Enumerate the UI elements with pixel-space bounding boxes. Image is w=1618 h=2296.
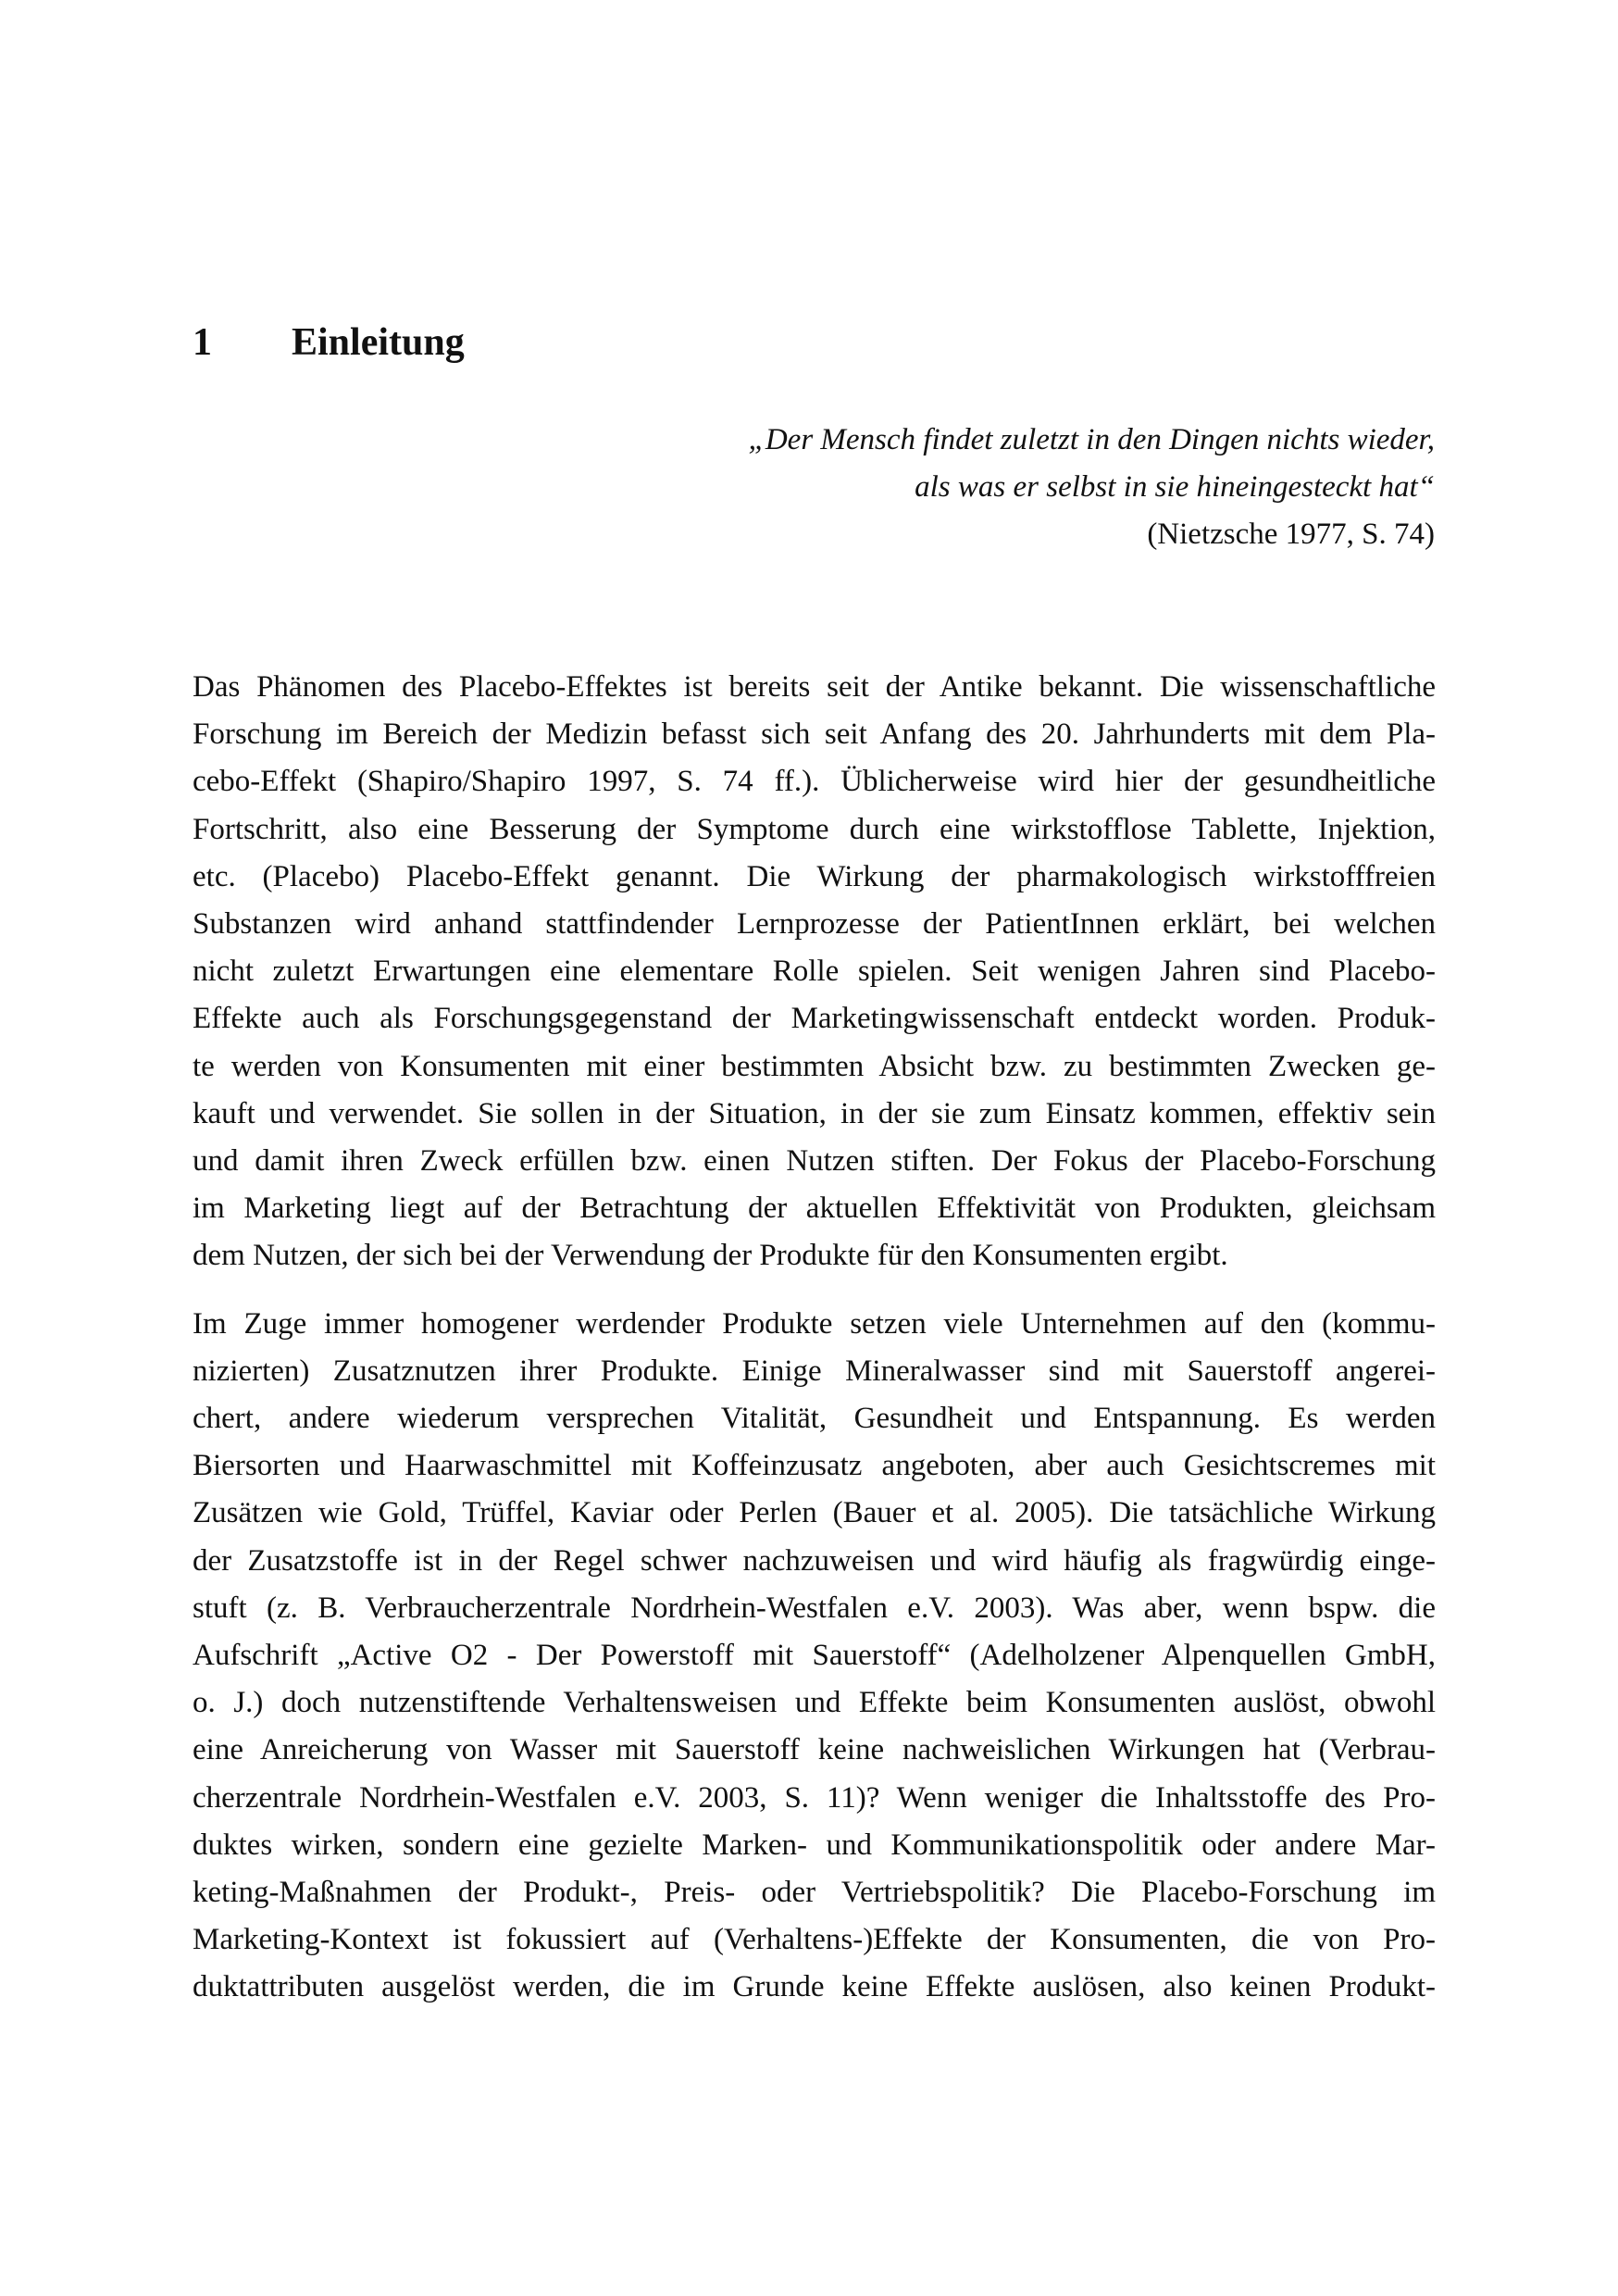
epigraph: [602, 417, 1435, 558]
text-line: eine Anreicherung von Wasser mit Sauerstoff keine nachweislichen Wirkungen hat (Verbrau-: [193, 1733, 1436, 1767]
epigraph-line-1: „Der Mensch findet zuletzt in den Dingen nichts wieder,: [748, 423, 1435, 456]
text-line: Im Zuge immer homogener werdender Produkte setzen viele Unternehmen auf den (kommu-: [193, 1306, 1436, 1341]
text-line: duktes wirken, sondern eine gezielte Marken- und Kommunikationspolitik oder andere Mar-: [193, 1828, 1436, 1862]
text-line: Zusätzen wie Gold, Trüffel, Kaviar oder Perlen (Bauer et al. 2005). Die tatsächliche Wirkung: [193, 1496, 1436, 1530]
text-line: cherzentrale Nordrhein-Westfalen e.V. 2003, S. 11)? Wenn weniger die Inhaltsstoffe des Pro-: [193, 1780, 1436, 1815]
text-line: chert, andere wiederum versprechen Vitalität, Gesundheit und Entspannung. Es werden: [193, 1402, 1436, 1436]
text-line: nicht zuletzt Erwartungen eine elementare Rolle spielen. Seit wenigen Jahren sind Placebo-: [193, 955, 1436, 989]
text-line: Aufschrift „Active O2 - Der Powerstoff mit Sauerstoff“ (Adelholzener Alpenquellen GmbH,: [193, 1639, 1436, 1673]
text-line: nizierten) Zusatznutzen ihrer Produkte. Einige Mineralwasser sind mit Sauerstoff angerei-: [193, 1354, 1436, 1388]
text-line: kauft und verwendet. Sie sollen in der Situation, in der sie zum Einsatz kommen, effektiv sein: [193, 1096, 1436, 1130]
text-line: Forschung im Bereich der Medizin befasst sich seit Anfang des 20. Jahrhunderts mit dem Pla-: [193, 718, 1436, 752]
chapter-title: Einleitung: [292, 321, 465, 364]
text-line: o. J.) doch nutzenstiftende Verhaltensweisen und Effekte beim Konsumenten auslöst, obwohl: [193, 1686, 1436, 1720]
text-line: dem Nutzen, der sich bei der Verwendung der Produkte für den Konsumenten ergibt.: [193, 1239, 1228, 1273]
paragraph-1: [193, 664, 1436, 1280]
text-line: im Marketing liegt auf der Betrachtung der aktuellen Effektivität von Produkten, gleichsam: [193, 1192, 1436, 1226]
text-line: Das Phänomen des Placebo-Effektes ist bereits seit der Antike bekannt. Die wissenschaftliche: [193, 670, 1436, 704]
text-line: duktattributen ausgelöst werden, die im Grunde keine Effekte auslösen, also keinen Produkt-: [193, 1970, 1436, 2004]
text-line: der Zusatzstoffe ist in der Regel schwer nachzuweisen und wird häufig als fragwürdig einge-: [193, 1543, 1436, 1578]
text-line: Fortschritt, also eine Besserung der Symptome durch eine wirkstofflose Tablette, Injektion,: [193, 812, 1436, 846]
text-line: stuft (z. B. Verbraucherzentrale Nordrhein-Westfalen e.V. 2003). Was aber, wenn bspw. die: [193, 1591, 1436, 1625]
body-text: [193, 664, 1436, 2012]
text-line: Substanzen wird anhand stattfindender Lernprozesse der PatientInnen erklärt, bei welchen: [193, 907, 1436, 942]
chapter-heading: [193, 315, 465, 370]
text-line: Effekte auch als Forschungsgegenstand der Marketingwissenschaft entdeckt worden. Produk-: [193, 1002, 1436, 1036]
text-line: keting-Maßnahmen der Produkt-, Preis- oder Vertriebspolitik? Die Placebo-Forschung im: [193, 1876, 1436, 1910]
text-line: cebo-Effekt (Shapiro/Shapiro 1997, S. 74 ff.). Üblicherweise wird hier der gesundheitliche: [193, 765, 1436, 799]
chapter-number: 1: [193, 321, 212, 364]
paragraph-2: [193, 1301, 1436, 2012]
text-line: und damit ihren Zweck erfüllen bzw. einen Nutzen stiften. Der Fokus der Placebo-Forschung: [193, 1144, 1436, 1179]
text-line: Biersorten und Haarwaschmittel mit Koffeinzusatz angeboten, aber auch Gesichtscremes mit: [193, 1449, 1436, 1483]
epigraph-source: (Nietzsche 1977, S. 74): [1147, 518, 1435, 551]
text-line: etc. (Placebo) Placebo-Effekt genannt. Die Wirkung der pharmakologisch wirkstofffreien: [193, 859, 1436, 893]
text-line: Marketing-Kontext ist fokussiert auf (Verhaltens-)Effekte der Konsumenten, die von Pro-: [193, 1923, 1436, 1957]
text-line: te werden von Konsumenten mit einer bestimmten Absicht bzw. zu bestimmten Zwecken ge-: [193, 1049, 1436, 1083]
epigraph-line-2: als was er selbst in sie hineingesteckt hat“: [915, 470, 1435, 504]
